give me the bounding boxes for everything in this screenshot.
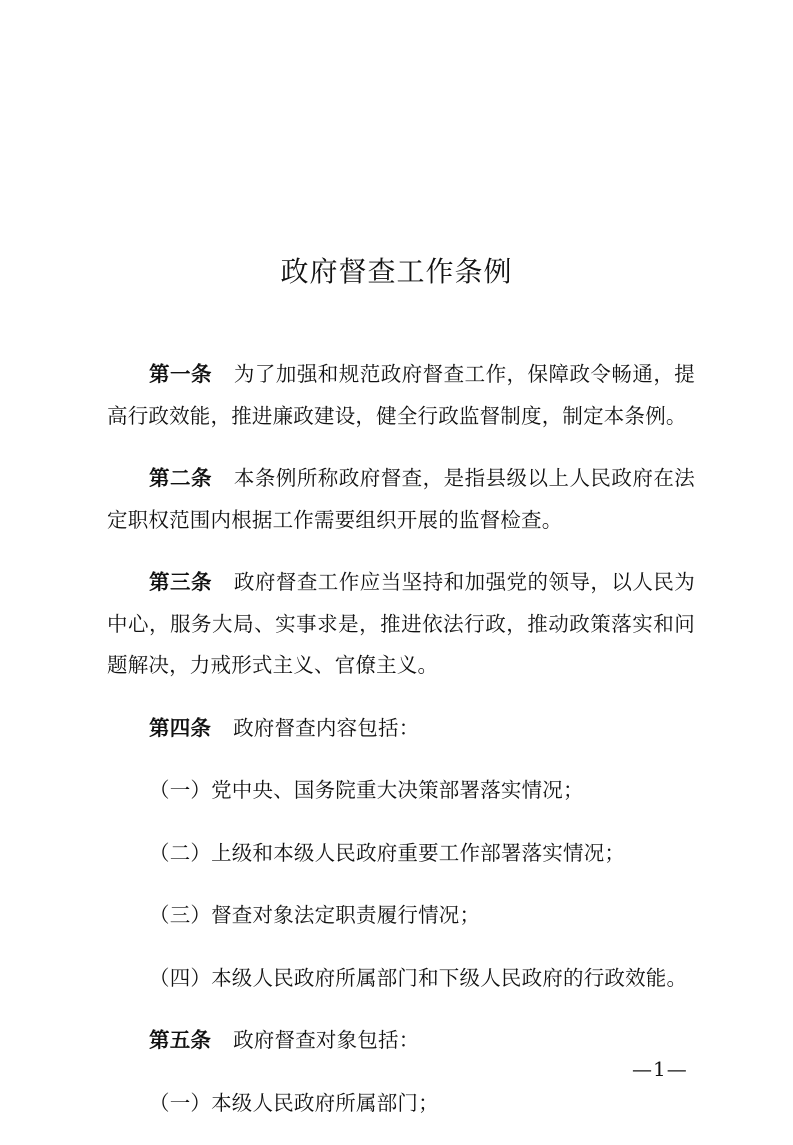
document-body [107,354,695,1145]
list-item: （一）本级人民政府所属部门； [149,1090,439,1115]
article-4 [107,708,695,750]
article-1 [107,354,695,437]
article-text: 为了加强和规范政府督查工作，保障政令畅通，提高行政效能，推进廉政建设，健全行政监督制度，制定本条例。 [107,362,695,428]
article-2 [107,458,695,541]
document-title: 政府督查工作条例 [280,255,513,288]
page-number: —1— [632,1057,688,1081]
article-text: 政府督查对象包括： [233,1028,420,1052]
list-item: （一）党中央、国务院重大决策部署落实情况； [149,778,584,802]
article-5 [107,1020,695,1062]
list-item: （四）本级人民政府所属部门和下级人民政府的行政效能。 [149,965,688,990]
article-text: 政府督查工作应当坚持和加强党的领导，以人民为中心，服务大局、实事求是，推进依法行政，推动政策落实和问题解决，力戒形式主义、官僚主义。 [107,570,695,677]
article-label: 第三条 [149,570,212,594]
article-3 [107,562,695,687]
article-label: 第一条 [149,362,212,386]
article-label: 第五条 [149,1028,212,1052]
article-text: 本条例所称政府督查，是指县级以上人民政府在法定职权范围内根据工作需要组织开展的监督检查。 [107,466,695,532]
article-text: 政府督查内容包括： [233,715,420,740]
list-item: （二）上级和本级人民政府重要工作部署落实情况； [149,840,626,865]
article-label: 第二条 [149,466,212,490]
list-item: （三）督查对象法定职责履行情况； [149,903,481,927]
article-label: 第四条 [149,715,212,740]
